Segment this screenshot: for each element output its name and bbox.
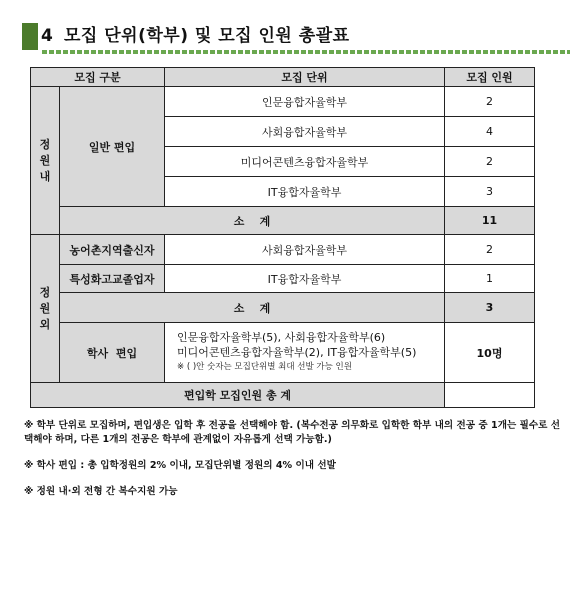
table-row-unit: 인문융합자율학부 — [165, 87, 445, 117]
vocational-category: 특성화고교졸업자 — [60, 265, 165, 293]
recruitment-table — [30, 67, 535, 408]
grand-total-value — [445, 383, 535, 408]
section-heading: 모집 단위(학부) 및 모집 인원 총괄표 — [64, 26, 350, 46]
bachelor-note: ※ ( )안 숫자는 모집단위별 최대 선발 가능 인원 — [177, 362, 352, 372]
general-transfer-label: 일반 편입 — [60, 87, 165, 207]
note-item: ※ 학사 편입 : 총 입학정원의 2% 이내, 모집단위별 정원의 4% 이내 선발 — [24, 460, 336, 471]
bachelor-units-line1: 인문융합자율학부(5), 사회융합자율학부(6) — [177, 331, 386, 344]
inside-subtotal-label: 소 계 — [60, 207, 445, 235]
table-row-count: 3 — [445, 177, 535, 207]
table-row-count: 2 — [445, 87, 535, 117]
grand-total-label: 편입학 모집인원 총 계 — [31, 383, 445, 408]
header-unit: 모집 단위 — [165, 68, 445, 87]
table-row-unit: 사회융합자율학부 — [165, 235, 445, 265]
table-row-count: 4 — [445, 117, 535, 147]
table-row-unit: IT융합자율학부 — [165, 177, 445, 207]
table-row-count: 2 — [445, 147, 535, 177]
rural-category: 농어촌지역출신자 — [60, 235, 165, 265]
table-row-count: 2 — [445, 235, 535, 265]
bachelor-count: 10명 — [445, 323, 535, 383]
bachelor-units-line2: 미디어콘텐츠융합자율학부(2), IT융합자율학부(5) — [177, 346, 417, 359]
bachelor-units — [165, 323, 445, 383]
outside-subtotal-label: 소 계 — [60, 293, 445, 323]
table-row-unit: 사회융합자율학부 — [165, 117, 445, 147]
notes-section — [24, 419, 564, 499]
note-item: ※ 학부 단위로 모집하며, 편입생은 입학 후 전공을 선택해야 함. (복수전공 의무화로 입학한 학부 내의 전공 중 1개는 필수로 선택해야 하며, 다른 1개의 전공은 학부에 관계없이 자유롭게 선택 가능함.) — [24, 420, 560, 445]
table-row-unit: IT융합자율학부 — [165, 265, 445, 293]
note-item: ※ 정원 내·외 전형 간 복수지원 가능 — [24, 486, 178, 497]
outside-subtotal-value: 3 — [445, 293, 535, 323]
section-marker — [22, 23, 38, 50]
table-row-unit: 미디어콘텐츠융합자율학부 — [165, 147, 445, 177]
title-underline — [42, 50, 570, 54]
inside-quota-label: 정 원 내 — [31, 87, 60, 235]
bachelor-transfer-label: 학사 편입 — [60, 323, 165, 383]
outside-quota-label: 정 원 외 — [31, 235, 60, 383]
section-title — [22, 21, 570, 51]
section-number: 4 — [41, 26, 53, 46]
header-count: 모집 인원 — [445, 68, 535, 87]
inside-subtotal-value: 11 — [445, 207, 535, 235]
table-row-count: 1 — [445, 265, 535, 293]
header-category: 모집 구분 — [31, 68, 165, 87]
